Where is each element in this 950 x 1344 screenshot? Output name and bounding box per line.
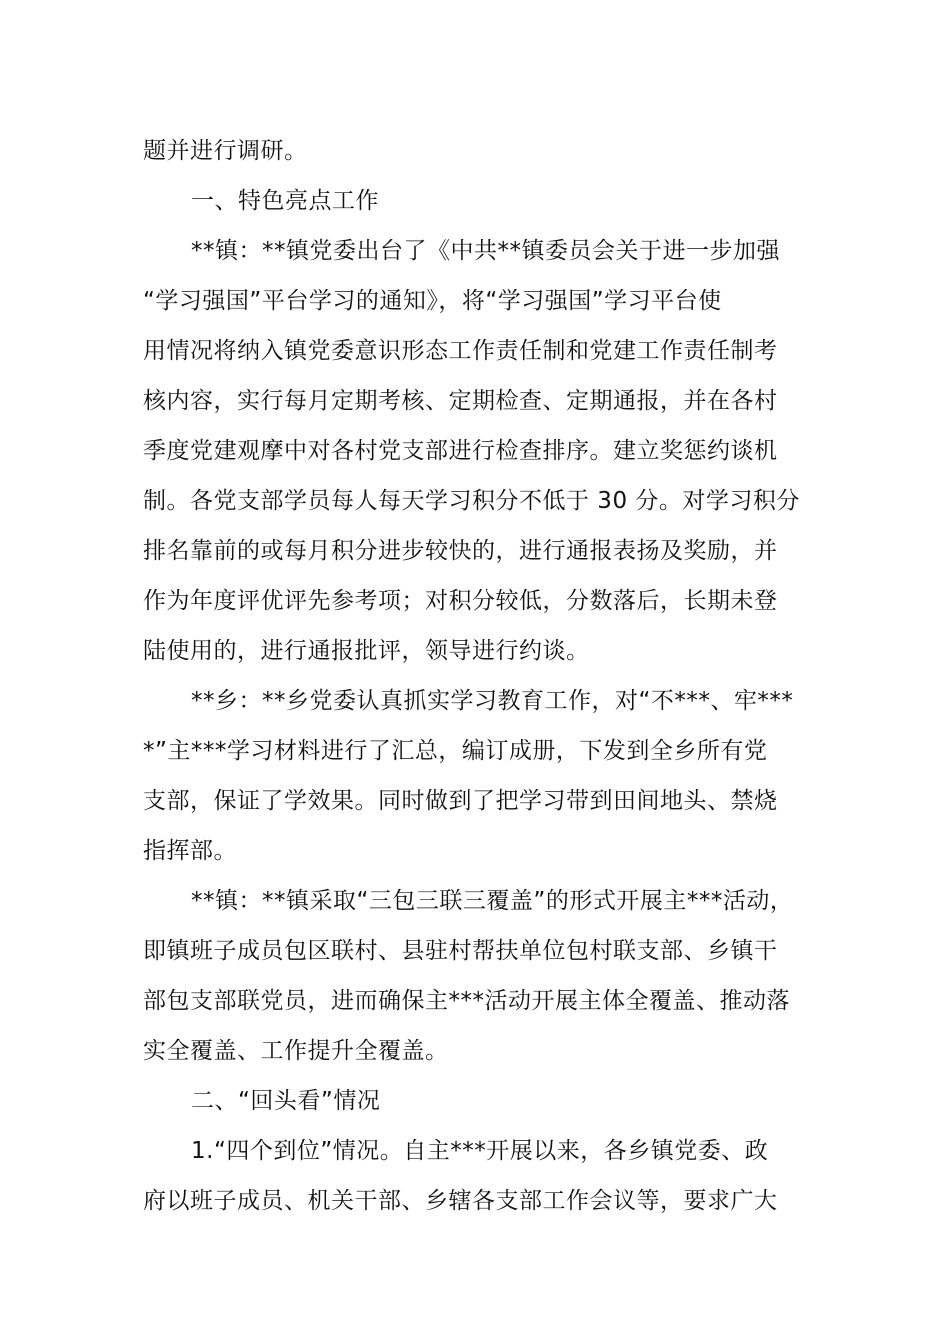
text-line: **镇：**镇党委出台了《中共**镇委员会关于进一步加强 [191, 238, 780, 264]
text-line: 部包支部联党员，进而确保主***活动开展主体全覆盖、推动落 [143, 988, 790, 1014]
text-line: 陆使用的，进行通报批评，领导进行约谈。 [143, 638, 590, 664]
text-line: 1.“四个到位”情况。自主***开展以来，各乡镇党委、政 [191, 1138, 769, 1164]
text-line: 题并进行调研。 [143, 138, 308, 164]
section-heading: 二、“回头看”情况 [191, 1088, 381, 1114]
text-line: 支部，保证了学效果。同时做到了把学习带到田间地头、禁烧 [143, 788, 778, 814]
text-line: 即镇班子成员包区联村、县驻村帮扶单位包村联支部、乡镇干 [143, 938, 778, 964]
section-heading: 一、特色亮点工作 [191, 188, 379, 214]
text-line: **乡：**乡党委认真抓实学习教育工作，对“不***、牢*** [191, 688, 794, 714]
text-line: *”主***学习材料进行了汇总，编订成册，下发到全乡所有党 [143, 738, 768, 764]
text-line: 核内容，实行每月定期考核、定期检查、定期通报，并在各村 [143, 388, 778, 414]
text-line: 实全覆盖、工作提升全覆盖。 [143, 1038, 449, 1064]
text-line: 指挥部。 [143, 838, 237, 864]
text-line: 作为年度评优评先参考项；对积分较低，分数落后，长期未登 [143, 588, 778, 614]
text-line: “学习强国”平台学习的通知》，将“学习强国”学习平台使 [143, 288, 722, 314]
text-line: 排名靠前的或每月积分进步较快的，进行通报表扬及奖励，并 [143, 538, 778, 564]
text-line: 府以班子成员、机关干部、乡辖各支部工作会议等，要求广大 [143, 1188, 778, 1214]
text-line: 季度党建观摩中对各村党支部进行检查排序。建立奖惩约谈机 [143, 438, 778, 464]
text-line: **镇：**镇采取“三包三联三覆盖”的形式开展主***活动， [191, 888, 794, 914]
text-line: 用情况将纳入镇党委意识形态工作责任制和党建工作责任制考 [143, 338, 778, 364]
text-line: 制。各党支部学员每人每天学习积分不低于 30 分。对学习积分 [143, 488, 800, 514]
